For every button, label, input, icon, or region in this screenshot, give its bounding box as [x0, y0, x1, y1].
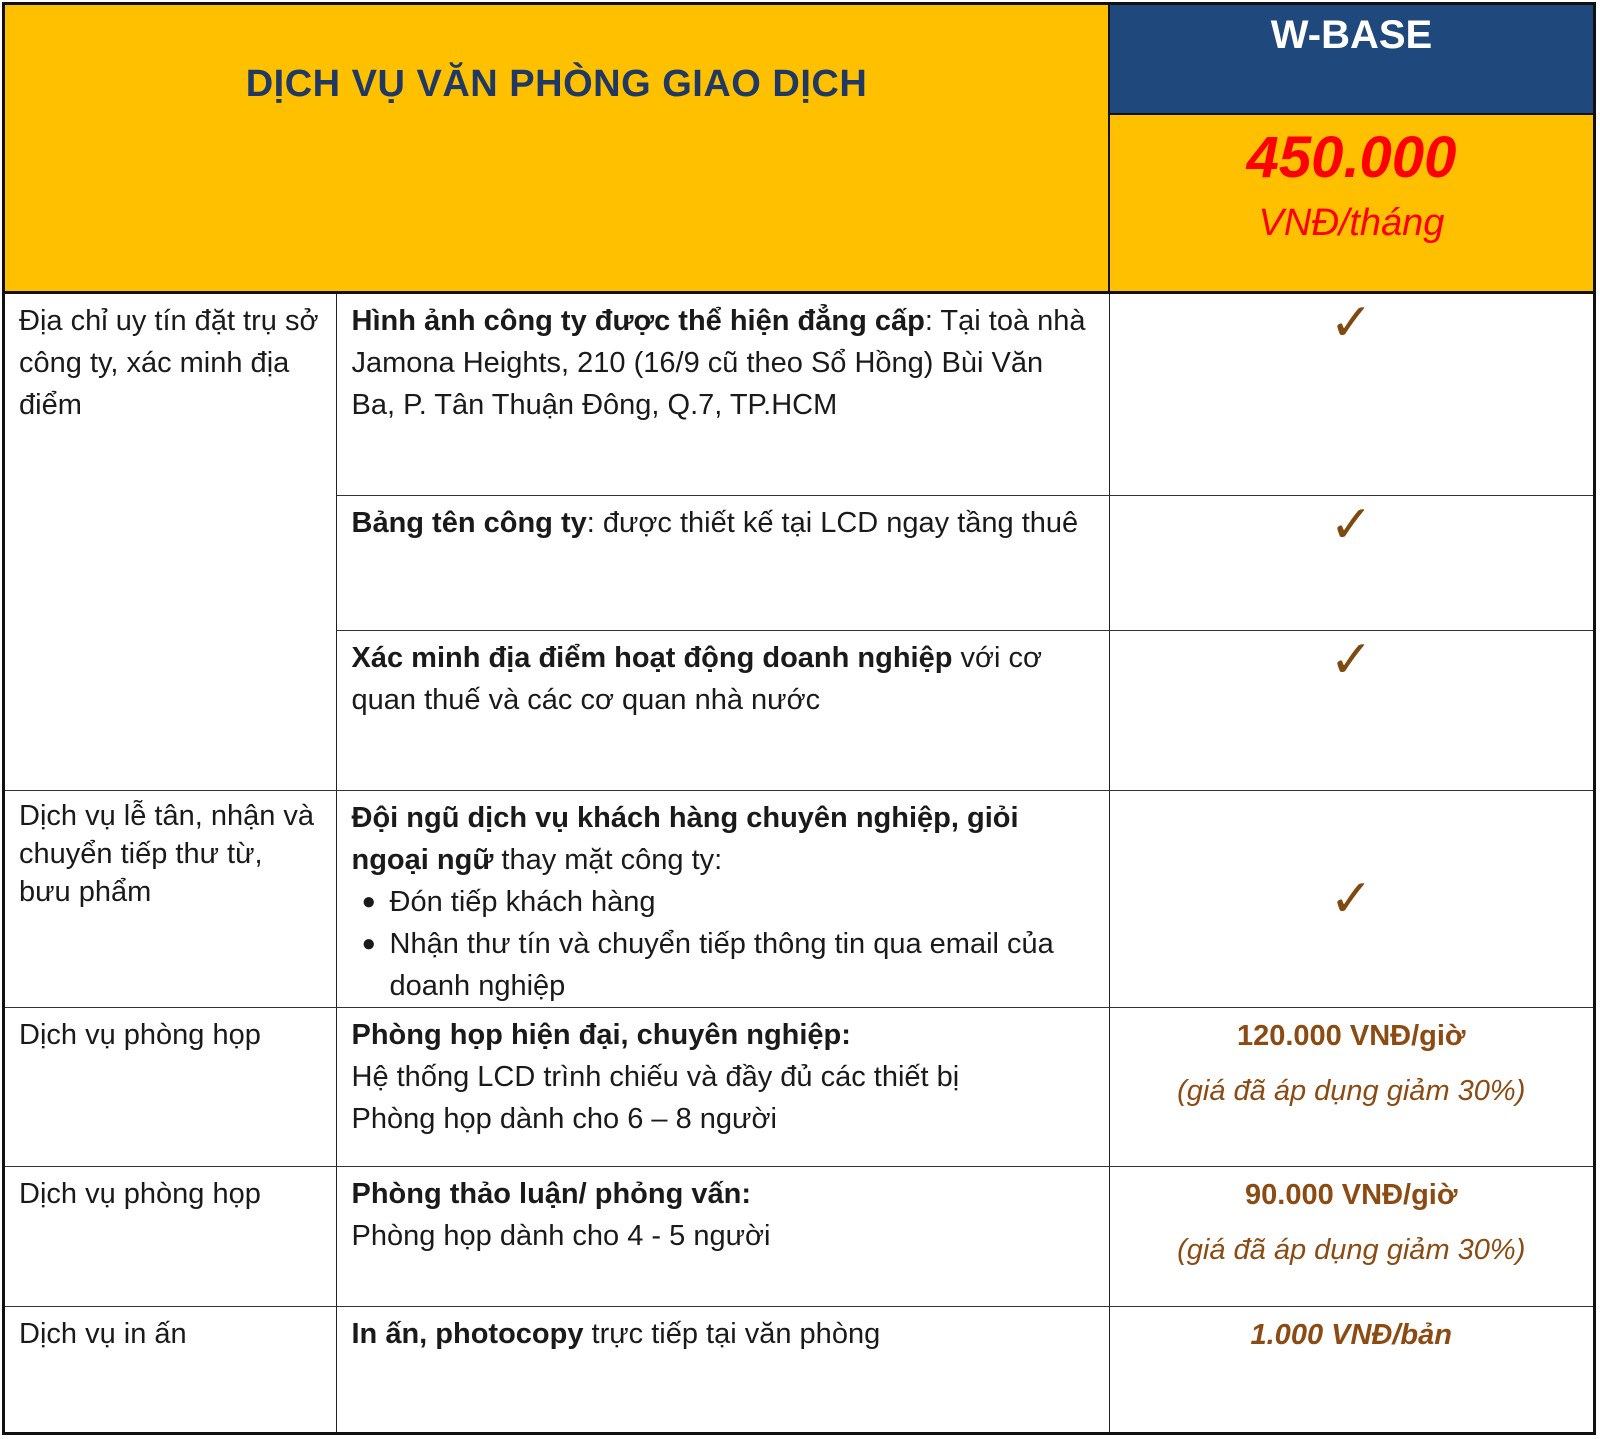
checkmark-icon: ✓: [1329, 496, 1374, 554]
feature-detail: trực tiếp tại văn phòng: [583, 1318, 881, 1350]
plan-name: W-BASE: [1270, 13, 1433, 57]
feature-title: Phòng thảo luận/ phỏng vấn:: [351, 1178, 752, 1210]
fee-meeting-room: [1109, 1008, 1593, 1167]
check-company-image: [1109, 293, 1593, 496]
feature-line: Hệ thống LCD trình chiếu và đầy đủ các thiết bị: [351, 1061, 960, 1093]
checkmark-icon: ✓: [1329, 631, 1374, 689]
category-reception: Dịch vụ lễ tân, nhận và chuyển tiếp thư từ, bưu phẩm: [5, 791, 336, 1008]
plan-header-cell: [1109, 5, 1593, 293]
list-item: ● Nhận thư tín và chuyển tiếp thông tin qua email của doanh nghiệp: [362, 923, 1093, 1007]
feature-line: Phòng họp dành cho 4 - 5 người: [351, 1220, 771, 1252]
feature-detail: : được thiết kế tại LCD ngay tầng thuê: [586, 507, 1079, 539]
feature-printing: [336, 1307, 1109, 1433]
fee-discussion-room: [1109, 1167, 1593, 1307]
plan-name-box: [1110, 5, 1593, 115]
plan-price-amount: 450.000: [1246, 125, 1457, 190]
page-title: DỊCH VỤ VĂN PHÒNG GIAO DỊCH: [245, 63, 868, 105]
check-company-sign: [1109, 496, 1593, 631]
plan-price-unit: VNĐ/tháng: [1258, 202, 1445, 244]
list-item: ● Đón tiếp khách hàng: [362, 881, 1093, 923]
checkmark-icon: ✓: [1329, 294, 1374, 352]
feature-discussion-room: [336, 1167, 1109, 1307]
fee-discount-note: (giá đã áp dụng giảm 30%): [1177, 1075, 1526, 1107]
header-title-cell: [5, 5, 1109, 293]
reception-bullet-list: [352, 881, 1093, 1007]
feature-company-image: [336, 293, 1109, 496]
feature-title: In ấn, photocopy: [351, 1318, 584, 1350]
fee-amount: 90.000 VNĐ/giờ: [1245, 1179, 1458, 1211]
fee-amount: 120.000 VNĐ/giờ: [1236, 1020, 1466, 1052]
feature-title: Phòng họp hiện đại, chuyên nghiệp:: [351, 1019, 851, 1051]
feature-company-sign: [336, 496, 1109, 631]
category-discussion-room: Dịch vụ phòng họp: [5, 1167, 336, 1307]
feature-title: Bảng tên công ty: [351, 507, 587, 539]
checkmark-icon: ✓: [1329, 870, 1374, 928]
check-location-verification: [1109, 631, 1593, 791]
feature-detail: : Tại toà nhà Jamona Heights, 210 (16/9 cũ theo Sổ Hồng) Bùi Văn Ba, P. Tân Thuận Đông, Q.7, TP.HCM: [351, 305, 1086, 421]
category-address: Địa chỉ uy tín đặt trụ sở công ty, xác minh địa điểm: [5, 293, 336, 791]
feature-meeting-room: [336, 1008, 1109, 1167]
feature-title: Xác minh địa điểm hoạt động doanh nghiệp: [351, 642, 953, 674]
feature-reception: [336, 791, 1109, 1008]
feature-detail: với cơ quan thuế và các cơ quan nhà nước: [351, 642, 1043, 716]
check-reception: [1109, 791, 1593, 1008]
feature-title: Hình ảnh công ty được thể hiện đẳng cấp: [351, 305, 925, 337]
feature-line: Phòng họp dành cho 6 – 8 người: [351, 1103, 777, 1135]
fee-discount-note: (giá đã áp dụng giảm 30%): [1177, 1234, 1526, 1266]
service-grid: [5, 5, 1593, 1432]
plan-price-box: [1110, 115, 1593, 291]
feature-title: Đội ngũ dịch vụ khách hàng chuyên nghiệp, giỏi ngoại ngữ: [351, 802, 1019, 876]
category-meeting-room: Dịch vụ phòng họp: [5, 1008, 336, 1167]
fee-printing: [1109, 1307, 1593, 1433]
category-printing: Dịch vụ in ấn: [5, 1307, 336, 1433]
pricing-table: [2, 2, 1596, 1435]
feature-detail: thay mặt công ty:: [493, 844, 723, 876]
feature-location-verification: [336, 631, 1109, 791]
fee-amount: 1.000 VNĐ/bản: [1250, 1319, 1452, 1351]
